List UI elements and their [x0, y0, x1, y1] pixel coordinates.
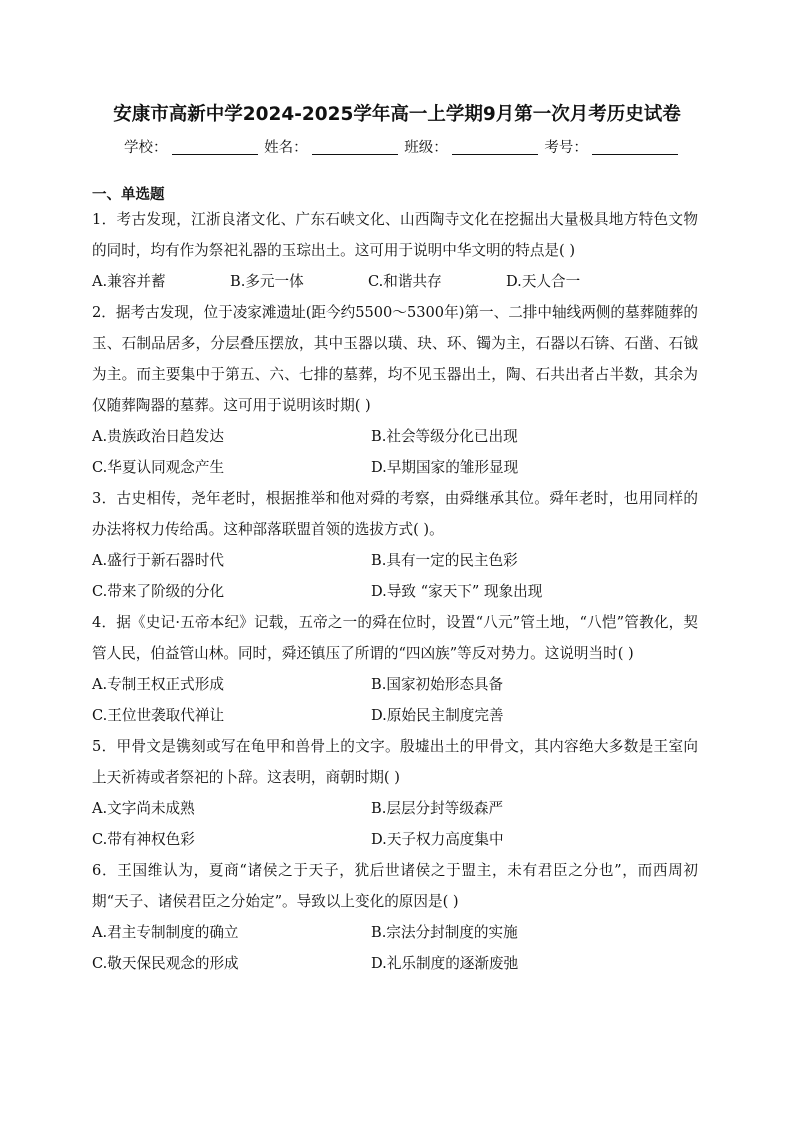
- question-2-text: 2．据考古发现，位于凌家滩遗址(距今约5500～5300年)第一、二排中轴线两侧的墓葬随葬的玉、石制品居多，分层叠压摆放，其中玉器以璜、玦、环、镯为主，石器以石锛、石凿、石钺为主。而主要集中于第五、六、七排的墓葬，均不见玉器出土，陶、石共出者占半数，其余为仅随葬陶器的墓葬。这可用于说明该时期( ): [92, 304, 698, 414]
- school-blank[interactable]: [172, 140, 258, 155]
- question-3-options-row-2: [92, 576, 698, 607]
- school-label: 学校：: [124, 140, 168, 156]
- option-a[interactable]: A.君主专制制度的确立: [92, 924, 239, 941]
- class-label: 班级：: [404, 140, 448, 156]
- option-c[interactable]: C.带有神权色彩: [92, 831, 195, 848]
- option-a[interactable]: A.专制王权正式形成: [92, 676, 224, 693]
- option-c[interactable]: C.王位世袭取代禅让: [92, 707, 225, 724]
- exam-number-field: [544, 136, 680, 157]
- option-d[interactable]: D.原始民主制度完善: [371, 707, 504, 724]
- option-b[interactable]: B.国家初始形态具备: [371, 676, 504, 693]
- student-info-row: [124, 136, 680, 157]
- question-list: [92, 204, 698, 979]
- option-d[interactable]: D.天子权力高度集中: [371, 831, 504, 848]
- option-b[interactable]: B.社会等级分化已出现: [371, 428, 518, 445]
- option-a[interactable]: A.贵族政治日趋发达: [92, 428, 224, 445]
- name-label: 姓名：: [264, 140, 308, 156]
- question-4-options-row-2: [92, 700, 698, 731]
- question-4-text: 4．据《史记·五帝本纪》记载，五帝之一的舜在位时，设置“八元”管土地，“八恺”管教化，契管人民，伯益管山林。同时，舜还镇压了所谓的“四凶族”等反对势力。这说明当时( ): [92, 614, 698, 662]
- option-b[interactable]: B.宗法分封制度的实施: [371, 924, 518, 941]
- name-field: [264, 136, 400, 157]
- option-c[interactable]: C.华夏认同观念产生: [92, 459, 225, 476]
- question-6-text: 6．王国维认为，夏商“诸侯之于天子，犹后世诸侯之于盟主，未有君臣之分也”，而西周初期“天子、诸侯君臣之分始定”。导致以上变化的原因是( ): [92, 862, 698, 910]
- option-d[interactable]: D.天人合一: [506, 273, 581, 290]
- question-1-options: [92, 266, 698, 297]
- option-b[interactable]: B.多元一体: [230, 273, 304, 290]
- option-c[interactable]: C.敬天保民观念的形成: [92, 955, 239, 972]
- question-2-options-row-2: [92, 452, 698, 483]
- option-c[interactable]: C.带来了阶级的分化: [92, 583, 225, 600]
- option-a[interactable]: A.文字尚未成熟: [92, 800, 195, 817]
- class-blank[interactable]: [452, 140, 538, 155]
- question-5-options-row-2: [92, 824, 698, 855]
- question-5-options-row-1: [92, 793, 698, 824]
- question-5-text: 5．甲骨文是镌刻或写在龟甲和兽骨上的文字。殷墟出土的甲骨文，其内容绝大多数是王室向上天祈祷或者祭祀的卜辞。这表明，商朝时期( ): [92, 738, 698, 786]
- option-b[interactable]: B.具有一定的民主色彩: [371, 552, 518, 569]
- option-d[interactable]: D.早期国家的雏形显现: [371, 459, 519, 476]
- option-b[interactable]: B.层层分封等级森严: [371, 800, 504, 817]
- question-3-text: 3．古史相传，尧年老时，根据推举和他对舜的考察，由舜继承其位。舜年老时，也用同样的办法将权力传给禹。这种部落联盟首领的选拔方式( )。: [92, 490, 698, 538]
- name-blank[interactable]: [312, 140, 398, 155]
- option-a[interactable]: A.兼容并蓄: [92, 273, 166, 290]
- school-field: [124, 136, 260, 157]
- option-d[interactable]: D.导致 “家天下” 现象出现: [371, 583, 543, 600]
- section-heading: 一、单选题: [92, 187, 165, 203]
- question-2-options-row-1: [92, 421, 698, 452]
- question-1-text: 1．考古发现，江浙良渚文化、广东石峡文化、山西陶寺文化在挖掘出大量极具地方特色文物的同时，均有作为祭祀礼器的玉琮出土。这可用于说明中华文明的特点是( ): [92, 211, 698, 259]
- exam-title: 安康市高新中学2024-2025学年高一上学期9月第一次月考历史试卷: [113, 104, 681, 125]
- option-a[interactable]: A.盛行于新石器时代: [92, 552, 224, 569]
- class-field: [404, 136, 540, 157]
- exam-number-blank[interactable]: [592, 140, 678, 155]
- question-4-options-row-1: [92, 669, 698, 700]
- exam-number-label: 考号：: [544, 140, 588, 156]
- option-c[interactable]: C.和谐共存: [368, 273, 442, 290]
- question-3-options-row-1: [92, 545, 698, 576]
- question-6-options-row-2: [92, 948, 698, 979]
- question-6-options-row-1: [92, 917, 698, 948]
- option-d[interactable]: D.礼乐制度的逐渐废弛: [371, 955, 519, 972]
